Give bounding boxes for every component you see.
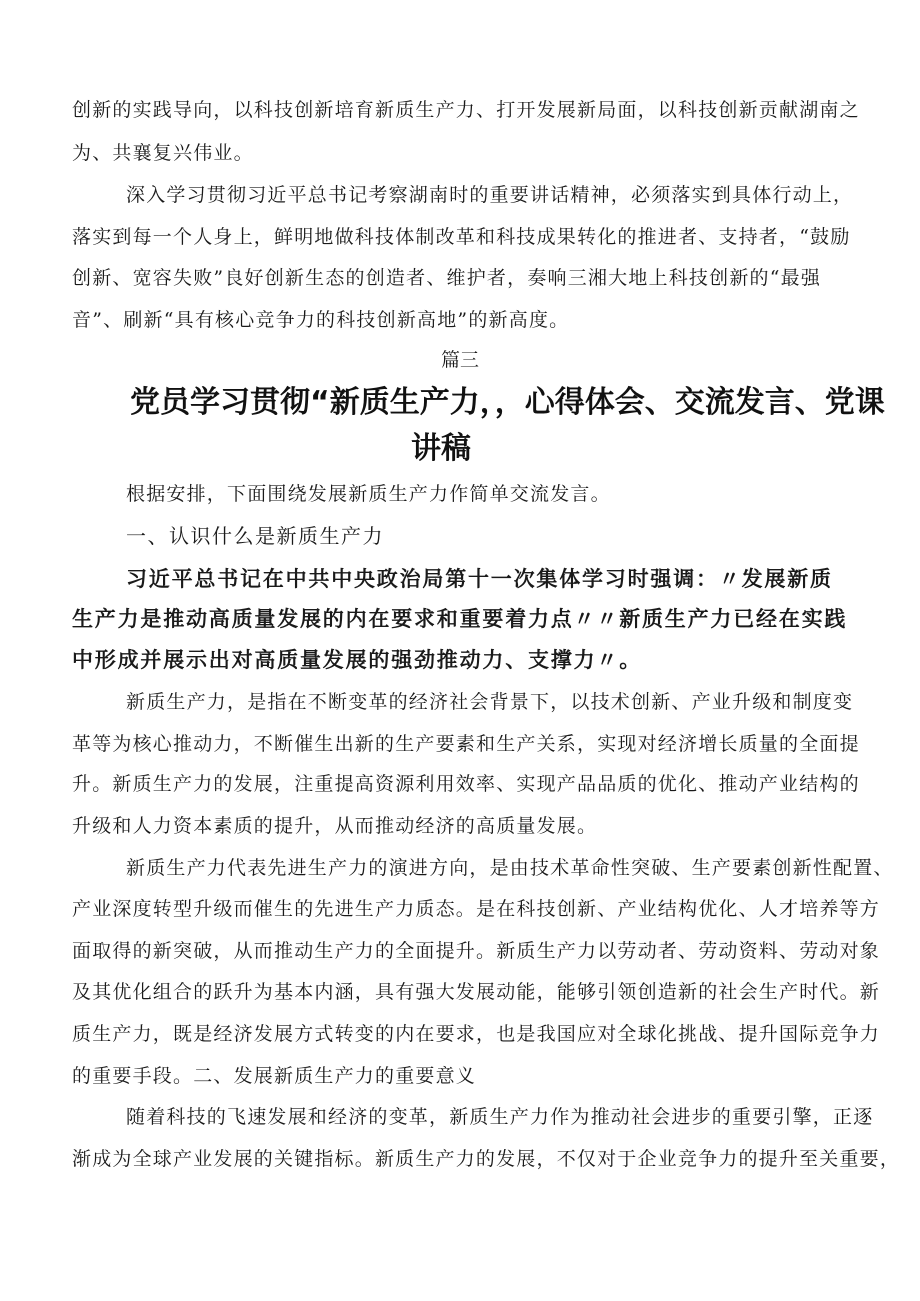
paragraph-line: 创新的实践导向，以科技创新培育新质生产力、打开发展新局面，以科技创新贡献湖南之: [72, 99, 860, 121]
paragraph-line: 的重要手段。二、发展新质生产力的重要意义: [72, 1065, 477, 1087]
paragraph-line: 创新、宽容失败”良好创新生态的创造者、维护者，奏响三湘大地上科技创新的“最强: [72, 267, 822, 289]
section-heading: 一、认识什么是新质生产力: [126, 524, 384, 548]
paragraph-line: 升级和人力资本素质的提升，从而推动经济的高质量发展。: [72, 815, 598, 837]
paragraph-line: 及其优化组合的跃升为基本内涵，具有强大发展动能，能够引领创造新的社会生产时代。新: [72, 981, 881, 1003]
quote-line: 习近平总书记在中共中央政治局第十一次集体学习时强调：〃发展新质: [126, 566, 833, 591]
paragraph-line: 音”、刷新“具有核心竞争力的科技创新高地”的新高度。: [72, 309, 570, 331]
intro-text: 根据安排，下面围绕发展新质生产力作简单交流发言。: [126, 483, 611, 505]
page-title-line2: 讲稿: [411, 431, 471, 466]
paragraph-line: 革等为核心推动力，不断催生出新的生产要素和生产关系，实现对经济增长质量的全面提: [72, 733, 860, 755]
paragraph-line: 落实到每一个人身上，鲜明地做科技体制改革和科技成果转化的推进者、支持者，“鼓励: [72, 226, 851, 248]
paragraph-line: 新质生产力代表先进生产力的演进方向，是由技术革命性突破、生产要素创新性配置、: [126, 857, 894, 879]
paragraph-line: 产业深度转型升级而催生的先进生产力质态。是在科技创新、产业结构优化、人才培养等方: [72, 898, 881, 920]
page-title-line1: 党员学习贯彻“新质生产力，，心得体会、交流发言、党课: [130, 385, 885, 420]
paragraph-line: 渐成为全球产业发展的关键指标。新质生产力的发展，不仅对于企业竞争力的提升至关重要，: [72, 1148, 901, 1170]
section-label: 篇三: [440, 349, 479, 371]
quote-line: 生产力是推动高质量发展的内在要求和重要着力点〃〃新质生产力已经在实践: [72, 606, 848, 631]
paragraph-line: 为、共襄复兴伟业。: [72, 142, 254, 164]
paragraph-line: 质生产力，既是经济发展方式转变的内在要求，也是我国应对全球化挑战、提升国际竞争力: [72, 1023, 881, 1045]
paragraph-line: 面取得的新突破，从而推动生产力的全面提升。新质生产力以劳动者、劳动资料、劳动对象: [72, 940, 881, 962]
quote-line: 中形成并展示出对高质量发展的强劲推动力、支撑力〃。: [72, 647, 642, 672]
paragraph-line: 深入学习贯彻习近平总书记考察湖南时的重要讲话精神，必须落实到具体行动上，: [126, 184, 854, 206]
paragraph-line: 升。新质生产力的发展，注重提高资源利用效率、实现产品品质的优化、推动产业结构的: [72, 773, 860, 795]
paragraph-line: 新质生产力，是指在不断变革的经济社会背景下，以技术创新、产业升级和制度变: [126, 691, 854, 713]
paragraph-line: 随着科技的飞速发展和经济的变革，新质生产力作为推动社会进步的重要引擎，正逐: [126, 1106, 874, 1128]
